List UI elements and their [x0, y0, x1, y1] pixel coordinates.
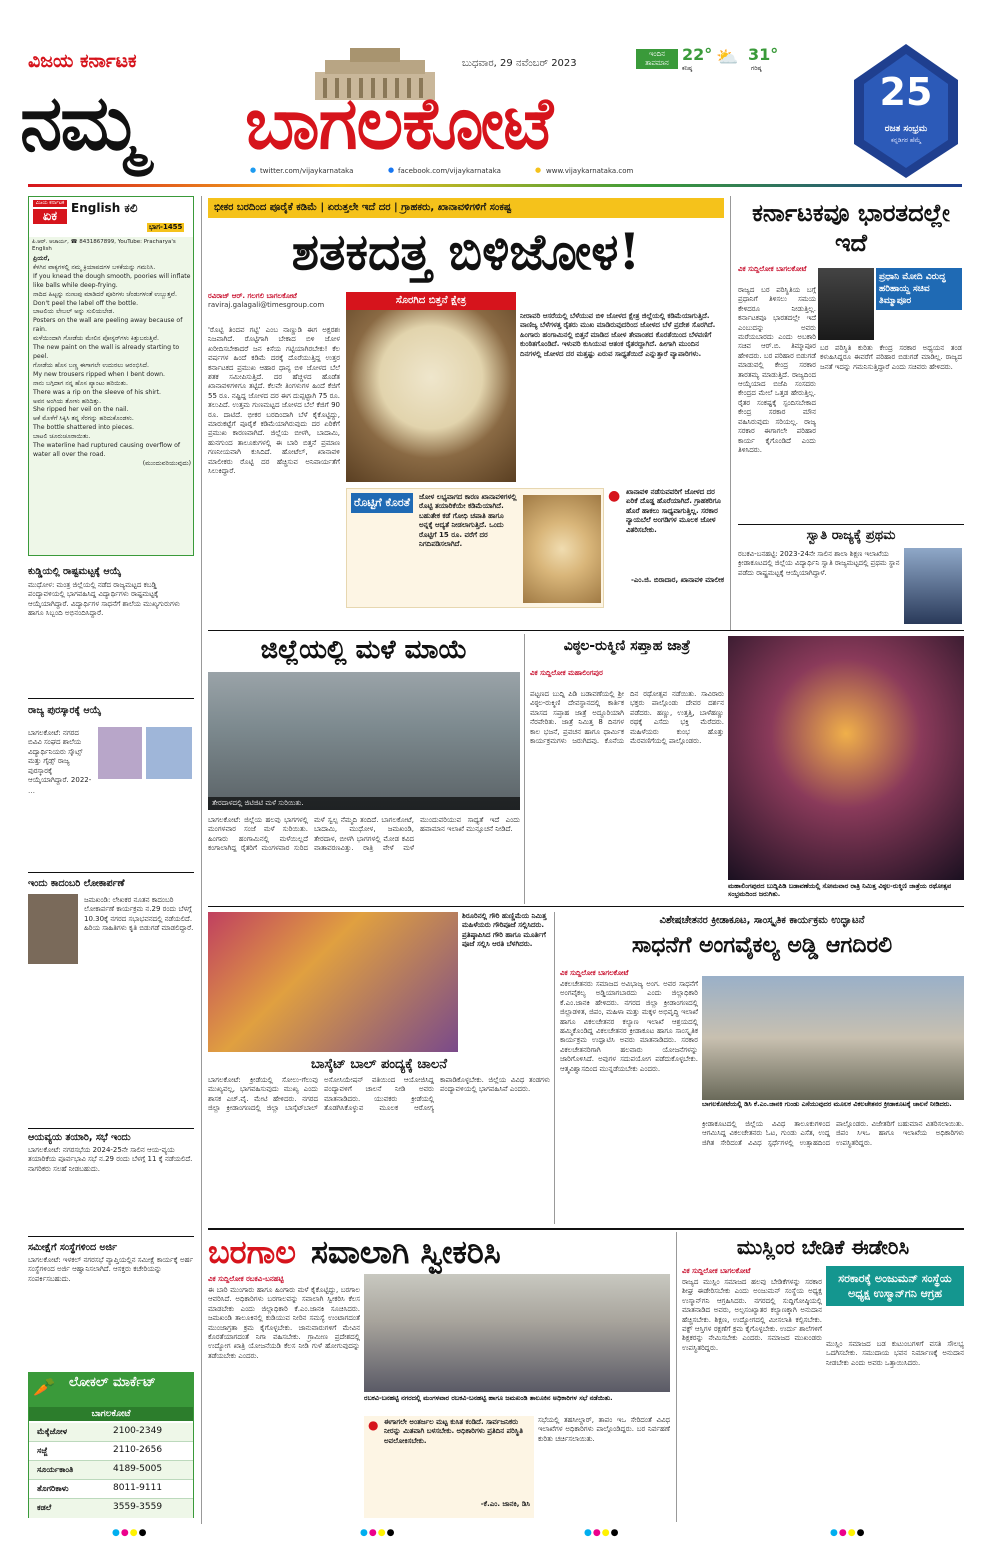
- lead-body: 'ರೊಟ್ಟಿ ತಿಂದವ ಗಟ್ಟಿ' ಎಂಬ ನಾಣ್ಣುಡಿ ಈಗ ಅಕ್ಷರಶಃ ನಿಜವಾಗಿದೆ. ರೊಟ್ಟಿಗಾಗಿ ಬೇಕಾದ ಬಿಳಿ ಜೋಳ ಖರೀದಿಸಬೇಕಾದರೆ ಜನ ಕಿಸೆಯ ಗಟ್ಟಿಯಾಗಿರಬೇಕು! ಕೆಲ ವರ್ಷಗಳ ಹಿಂದೆ ಕಡಿಮೆ ದರಕ್ಕೆ ದೊರೆಯುತ್ತಿದ್ದ ಉತ್ತರ ಕರ್ನಾಟಕದ ಪ್ರಮುಖ ಆಹಾರ ಧಾನ್ಯ ಬಿಳಿ ಜೋಳದ ಬೆಲೆ ಶತಕ ಸಮೀಪಿಸುತ್ತಿದೆ. ದರ ಹೆಚ್ಚಳದ ಹೊಡೆತ ಖಾನಾವಳಿಗಳಿಗೂ ತಟ್ಟಿದೆ. ಕೆಲವೇ ತಿಂಗಳುಗಳ ಹಿಂದೆ ಕೆಜಿಗೆ 55 ರೂ. ನಷ್ಟಿದ್ದ ಜೋಳದ ದರ ಈಗ ದುಪ್ಪಟ್ಟಾಗಿ 75 ರೂ. ತಲುಪಿದೆ. ಉತ್ತಮ ಗುಣಮಟ್ಟದ ಜೋಳದ ಬೆಲೆ ಕೆಜಿಗೆ 90 ರೂ. ದಾಟಿದೆ. ಭೀಕರ ಬರದಿಂದಾಗಿ ಬೆಳೆ ಕೈಕೊಟ್ಟಿದ್ದು, ಮಾರುಕಟ್ಟೆಗೆ ಪೂರೈಕೆ ಕಡಿಮೆಯಾಗಿರುವುದು ದರ ಏರಿಕೆಗೆ ಪ್ರಮುಖ ಕಾರಣವಾಗಿದೆ. ಜಿಲ್ಲೆಯ ಬೀಳಗಿ, ಬಾದಾಮಿ, ಹುನಗುಂದ ತಾಲೂಕುಗಳಲ್ಲಿ ಈ ಬಾರಿ ಬಿತ್ತನೆ ಪ್ರಮಾಣ ಗಣನೀಯವಾಗಿ ಕುಸಿದಿದೆ. ಹೋಟೆಲ್, ಖಾನಾವಳಿ ಮಾಲೀಕರು ರೊಟ್ಟಿ ದರ ಹೆಚ್ಚಿಸುವ ಅನಿವಾರ್ಯತೆಗೆ ಸಿಲುಕಿದ್ದಾರೆ.: [208, 326, 340, 476]
- right-body: ರಾಜ್ಯದ ಬರ ಪರಿಸ್ಥಿತಿಯ ಬಗ್ಗೆ ಪ್ರಧಾನಿಗೆ ತಿಳಿಸಲು ಸಮಯ ಕೇಳಿದರೂ ನೀಡುತ್ತಿಲ್ಲ. ಕರ್ನಾಟಕವೂ ಭಾರತದಲ್ಲೇ ಇದೆ ಎಂಬುದನ್ನು ಅವರು ಮರೆಯಬಾರದು ಎಂದು ಅಬಕಾರಿ ಸಚಿವ ಆರ್.ಬಿ. ತಿಮ್ಮಾಪೂರ ಹೇಳಿದರು. ಬರ ಪರಿಹಾರ ಬಿಡುಗಡೆ ಮಾಡುವಲ್ಲಿ ಕೇಂದ್ರ ಸರಕಾರ ತಾರತಮ್ಯ ಮಾಡುತ್ತಿದೆ. ರಾಜ್ಯದಿಂದ ಆಯ್ಕೆಯಾದ ಬಿಜೆಪಿ ಸಂಸದರು ಕೇಂದ್ರದ ಮೇಲೆ ಒತ್ತಡ ಹೇರುತ್ತಿಲ್ಲ. ರೈತರ ಸಂಕಷ್ಟಕ್ಕೆ ಸ್ಪಂದಿಸಬೇಕಾದ ಕೇಂದ್ರ ಸರಕಾರ ಮೌನ ವಹಿಸಿರುವುದು ಸರಿಯಲ್ಲ. ರಾಜ್ಯ ಸರಕಾರ ಈಗಾಗಲೇ ಪರಿಹಾರ ಕಾರ್ಯ ಕೈಗೊಂಡಿದೆ ಎಂದು ತಿಳಿಸಿದರು.: [738, 286, 816, 454]
- kali-line: My new trousers ripped when I bent down.: [33, 370, 166, 378]
- registration-mark-icon: ●●●●: [830, 1528, 866, 1538]
- jatre-caption: ಮಹಾಲಿಂಗಪುರದ ಬುದ್ನಿಪಿಡಿ ಬಡಾವಣೆಯಲ್ಲಿ ಸೋಮವಾರ ರಾತ್ರಿ ನಿಮಿತ್ತ ವಿಠ್ಠಲ-ರುಕ್ಮಿಣಿ ಜಾತ್ರೆಯ ರಥೋತ್ಸವ ಸಂಭ್ರಮದಿಂದ ಜರುಗಿತು.: [728, 882, 952, 898]
- bottom-byline: ವಿಕ ಸುದ್ದಿಲೋಕ ರಬಕವಿ-ಬನಹಟ್ಟಿ: [208, 1275, 284, 1283]
- lead-headline: ಶತಕದತ್ತ ಬಿಳಿಜೋಳ!: [291, 222, 641, 281]
- bottom-body-cont: ಸಭೆಯಲ್ಲಿ ತಹಸೀಲ್ದಾರ್, ತಾಪಂ ಇಒ ಸೇರಿದಂತೆ ವಿವಿಧ ಇಲಾಖೆಗಳ ಅಧಿಕಾರಿಗಳು ಪಾಲ್ಗೊಂಡಿದ್ದರು. ಬರ ನಿರ್ವಹಣೆ ಕುರಿತು ಚರ್ಚಿಸಲಾಯಿತು.: [538, 1416, 670, 1443]
- byline-email[interactable]: raviraj.galagali@timesgroup.com: [208, 301, 325, 309]
- brief-title: ಆಯವ್ಯಯ ತಯಾರಿ, ಸಭೆ ಇಂದು: [28, 1132, 131, 1143]
- lead-photo-sorghum: [346, 292, 516, 482]
- badge-sub: ಕನ್ನಡಿಗರ ಹೆಮ್ಮೆ: [890, 137, 922, 144]
- apple-icon: ●: [368, 1418, 379, 1432]
- apple-icon: ●: [608, 488, 621, 504]
- market-price: 4189-5005: [113, 1464, 163, 1474]
- rain-headline: ಜಿಲ್ಲೆಯಲ್ಲಿ ಮಳೆ ಮಾಯೆ: [260, 635, 468, 665]
- temp-high: 31°: [748, 45, 779, 64]
- sports-caption: ಬಾಗಲಕೋಟೆಯಲ್ಲಿ ಡಿಸಿ ಕೆ.ಎಂ.ಜಾನಕಿ ಗುಂಡು ಎಸೆಯುವುದರ ಮೂಲಕ ವಿಕಲಚೇತನರ ಕ್ರೀಡಾಕೂಟಕ್ಕೆ ಚಾಲನೆ ನೀಡಿದರು.: [702, 1100, 952, 1108]
- roti-box-text: ಜೋಳ ಲಭ್ಯವಾಗದ ಕಾರಣ ಖಾನಾವಳಿಗಳಲ್ಲಿ ರೊಟ್ಟಿ ತಯಾರಿಕೆಯೇ ಕಡಿಮೆಯಾಗಿದೆ. ಬಹುತೇಕ ಕಡೆ ಗೋಧಿ ಚಪಾತಿ ಹಾಗೂ ಅನ್ನಕ್ಕೆ ಆದ್ಯತೆ ನೀಡಲಾಗುತ್ತಿದೆ. ಒಂದು ರೊಟ್ಟಿಗೆ 15 ರೂ. ವರೆಗೆ ದರ ನಿಗದಿಪಡಿಸಲಾಗಿದೆ.: [419, 493, 517, 549]
- kali-line: ಗೋಡೆಯ ಹೊಸ ಬಣ್ಣ ಈಗಾಗಲೇ ಉದುರಲು ಆರಂಭಿಸಿದೆ.: [33, 361, 149, 369]
- kali-part: ಭಾಗ-1455: [149, 223, 183, 231]
- column-rule-mid2: [554, 912, 555, 1224]
- kali-line: The bottle shattered into pieces.: [33, 424, 134, 432]
- gauri-photo: [208, 912, 458, 1052]
- jatre-body: ಪಟ್ಟಣದ ಬುದ್ನಿ ಪಿಡಿ ಬಡಾವಣೆಯಲ್ಲಿ ಶ್ರೀ ವಿಠ್ಠಲ-ರುಕ್ಮಿಣಿ ದೇವಸ್ಥಾನದಲ್ಲಿ ಕಾರ್ತಿಕ ಮಾಸದ ಸಪ್ತಾಹ ಜಾತ್ರೆ ಅದ್ದೂರಿಯಾಗಿ ನೆರವೇರಿತು. ಜಾತ್ರೆ ನಿಮಿತ್ತ 8 ದಿನಗಳ ಕಾಲ ಭಜನೆ, ಪ್ರವಚನ ಹಾಗೂ ಧಾರ್ಮಿಕ ಕಾರ್ಯಕ್ರಮಗಳು ಜರುಗಿದವು. ಕೊನೆಯ ದಿನ ರಥೋತ್ಸವ ನಡೆಯಿತು. ಸಾವಿರಾರು ಭಕ್ತರು ಪಾಲ್ಗೊಂಡು ದೇವರ ದರ್ಶನ ಪಡೆದರು. ಹಣ್ಣು, ಉತ್ತತ್ತಿ, ಬಾಳೆಹಣ್ಣು ರಥಕ್ಕೆ ಎಸೆದು ಭಕ್ತಿ ಮೆರೆದರು. ಮಹಿಳೆಯರು ಕುಂಭ ಹೊತ್ತು ಮೆರವಣಿಗೆಯಲ್ಲಿ ಪಾಲ್ಗೊಂಡರು.: [530, 690, 724, 746]
- bottom-quote-author: -ಕೆ.ಎಂ. ಜಾನಕಿ, ಡಿಸಿ: [480, 1500, 530, 1508]
- divider: [28, 698, 194, 699]
- kali-line: ಅವನ ಅಂಗಿಯ ತೋಳು ಹರಿದಿತ್ತು.: [33, 397, 102, 405]
- kali-line: ಪ್ರಿಯರೆ,: [33, 255, 50, 262]
- table-row: [29, 1461, 193, 1480]
- kali-title: English ಕಲಿ: [71, 201, 138, 215]
- roti-box: [346, 488, 604, 608]
- meeting-photo: [364, 1274, 670, 1392]
- brief-body: ಮುಧೋಳ: ಮಂತ್ರ ಜಿಲ್ಲೆಯಲ್ಲಿ ನಡೆದ ರಾಜ್ಯಮಟ್ಟದ ಕಬಡ್ಡಿ ಪಂದ್ಯಾವಳಿಯಲ್ಲಿ ಭಾಗವಹಿಸಿದ್ದ ವಿದ್ಯಾರ್ಥಿಗಳು ರಾಷ್ಟಮಟ್ಟಕ್ಕೆ ಆಯ್ಕೆಯಾಗಿದ್ದಾರೆ. ವಿದ್ಯಾರ್ಥಿಗಳ ಸಾಧನೆಗೆ ಶಾಲೆಯ ಮುಖ್ಯಗುರುಗಳು ಹಾಗೂ ಸಿಬ್ಬಂದಿ ಅಭಿನಂದಿಸಿದ್ದಾರೆ.: [28, 581, 180, 618]
- lead-side-text: ನೀರಾವರಿ ಆಸರೆಯಲ್ಲಿ ಬೆಳೆಯುವ ಬಿಳಿ ಜೋಳದ ಕ್ಷೇತ್ರ ಜಿಲ್ಲೆಯಲ್ಲಿ ಕಡಿಮೆಯಾಗುತ್ತಿದೆ. ವಾಣಿಜ್ಯ ಬೆಳೆಗಳತ್ತ ರೈತರು ಮುಖ ಮಾಡಿರುವುದರಿಂದ ಜೋಳದ ಬೆಳೆ ಪ್ರದೇಶ ಸೊರಗಿದೆ. ಹಿಂಗಾರು ಹಂಗಾಮಿನಲ್ಲಿ ಬಿತ್ತನೆ ಮಾಡಿದ ಜೋಳ ತೇವಾಂಶದ ಕೊರತೆಯಿಂದ ಬೆಳವಣಿಗೆ ಕುಂಠಿತಗೊಂಡಿದೆ. ಇಳುವರಿ ಕುಸಿಯುವ ಆತಂಕ ರೈತರದ್ದಾಗಿದೆ. ಹೀಗಾಗಿ ಮುಂದಿನ ದಿನಗಳಲ್ಲಿ ಜೋಳದ ದರ ಮತ್ತಷ್ಟು ಏರುವ ಸಾಧ್ಯತೆಯಿದೆ ಎನ್ನುತ್ತಾರೆ ವ್ಯಾಪಾರಿಗಳು.: [520, 312, 716, 358]
- market-item: ಸೂರ್ಯಕಾಂತಿ: [37, 1465, 74, 1474]
- facebook-icon: ●: [388, 166, 395, 174]
- right-headline: ಕರ್ನಾಟಕವೂ ಭಾರತದಲ್ಲೇ ಇದೆ: [752, 199, 950, 257]
- divider: [28, 1128, 194, 1129]
- brief-3: [28, 878, 194, 1124]
- divider: [738, 524, 964, 525]
- kali-line: ಬಾಟಲಿ ಚೂರುಚೂರಾಯಿತು.: [33, 433, 91, 441]
- bottom-body: ಈ ಬಾರಿ ಮುಂಗಾರು ಹಾಗೂ ಹಿಂಗಾರು ಮಳೆ ಕೈಕೊಟ್ಟಿದ್ದು, ಬರಗಾಲ ಆವರಿಸಿದೆ. ಅಧಿಕಾರಿಗಳು ಬರಗಾಲವನ್ನು ಸವಾಲಾಗಿ ಸ್ವೀಕರಿಸಿ ಕೆಲಸ ಮಾಡಬೇಕು ಎಂದು ಜಿಲ್ಲಾಧಿಕಾರಿ ಕೆ.ಎಂ.ಜಾನಕಿ ಸೂಚಿಸಿದರು. ಜಮಖಂಡಿ ತಾಲೂಕಿನಲ್ಲಿ ಕುಡಿಯುವ ನೀರಿನ ಸಮಸ್ಯೆ ಉಂಟಾಗದಂತೆ ಮುಂಜಾಗ್ರತಾ ಕ್ರಮ ಕೈಗೊಳ್ಳಬೇಕು. ಜಾನುವಾರುಗಳಿಗೆ ಮೇವಿನ ಕೊರತೆಯಾಗದಂತೆ ನಿಗಾ ವಹಿಸಬೇಕು. ಗ್ರಾಮೀಣ ಪ್ರದೇಶದಲ್ಲಿ ಉದ್ಯೋಗ ಖಾತ್ರಿ ಯೋಜನೆಯಡಿ ಕೆಲಸ ನೀಡಿ ಗುಳೆ ಹೋಗುವುದನ್ನು ತಡೆಯಬೇಕು ಎಂದರು.: [208, 1286, 360, 1360]
- lead-kicker: ಭೀಕರ ಬರದಿಂದ ಪೂರೈಕೆ ಕಡಿಮೆ | ಏರುತ್ತಲೇ ಇದೆ ದರ | ಗ್ರಾಹಕರು, ಖಾನಾವಳಿಗಳಿಗೆ ಸಂಕಷ್ಟ: [208, 198, 724, 218]
- brand-logo: [28, 50, 137, 72]
- bottom-headline-black: ಸವಾಲಾಗಿ ಸ್ವೀಕರಿಸಿ: [311, 1233, 501, 1271]
- kali-header: [29, 197, 193, 237]
- brief-2: [28, 705, 194, 865]
- divider: [28, 1236, 194, 1237]
- temp-high-label: ಗರಿಷ್ಠ: [751, 65, 762, 72]
- table-row: [29, 1423, 193, 1442]
- twitter-icon: ●: [250, 166, 257, 174]
- kali-brand-bottom: ಏಕ: [33, 209, 67, 224]
- print-marks: [0, 1528, 990, 1542]
- jatre-headline: ವಿಠ್ಠಲ-ರುಕ್ಮಿಣಿ ಸಪ್ತಾಹ ಜಾತ್ರೆ: [563, 638, 691, 654]
- registration-mark-icon: ●●●●: [112, 1528, 148, 1538]
- kali-brand-top: ವಿಜಯ ಕರ್ನಾಟಕ: [33, 200, 67, 207]
- temp-low: 22°: [682, 45, 713, 64]
- rain-body: ಬಾಗಲಕೋಟೆ: ಜಿಲ್ಲೆಯ ಹಲವು ಭಾಗಗಳಲ್ಲಿ ಮಂಗಳವಾರ ಸಂಜೆ ಮಳೆ ಸುರಿಯಿತು. ಹಿಂಗಾರು ಹಂಗಾಮಿನಲ್ಲಿ ಮಳೆಯಿಲ್ಲದೆ ಕಂಗಾಲಾಗಿದ್ದ ರೈತರಿಗೆ ಮಂಗಳವಾರ ಸುರಿದ ಮಳೆ ಸ್ವಲ್ಪ ನೆಮ್ಮದಿ ತಂದಿದೆ. ಬಾಗಲಕೋಟೆ, ಬಾದಾಮಿ, ಮುಧೋಳ, ಜಮಖಂಡಿ, ತೇರದಾಳ, ಬೀಳಗಿ ಭಾಗಗಳಲ್ಲಿ ಮೋಡ ಕವಿದ ವಾತಾವರಣವಿತ್ತು. ರಾತ್ರಿ ವೇಳೆ ಮಳೆ ಮುಂದುವರಿಯುವ ಸಾಧ್ಯತೆ ಇದೆ ಎಂದು ಹವಾಮಾನ ಇಲಾಖೆ ಮುನ್ಸೂಚನೆ ನೀಡಿದೆ.: [208, 816, 520, 853]
- table-row: [29, 1499, 193, 1518]
- brief-body: ಜಮಖಂಡಿ: ಲೇಖಕರ ನೂತನ ಕಾದಂಬರಿ ಲೋಕಾರ್ಪಣೆ ಕಾರ್ಯಕ್ರಮ ನ.29 ರಂದು ಬೆಳಗ್ಗೆ 10.30ಕ್ಕೆ ನಗರದ ಸಭಾಭವನದಲ್ಲಿ ನಡೆಯಲಿದೆ. ಹಿರಿಯ ಸಾಹಿತಿಗಳು ಕೃತಿ ಬಿಡುಗಡೆ ಮಾಡಲಿದ್ದಾರೆ.: [84, 896, 194, 933]
- sports-headline: ಸಾಧನೆಗೆ ಅಂಗವೈಕಲ್ಯ ಅಡ್ಡಿ ಆಗದಿರಲಿ: [631, 933, 893, 958]
- divider: [28, 872, 194, 873]
- gauri-side-text: ಶಿರೂರಿನಲ್ಲಿ ಗೌರಿ ಹುಣ್ಣಿಮೆಯ ನಿಮಿತ್ತ ಮಹಿಳೆಯರು ಗೌರಿಪೂಜೆ ಸಲ್ಲಿಸಿದರು. ಪ್ರತಿಷ್ಠಾಪಿಸಿದ ಗೌರಿ ಹಾಗೂ ಮೂರ್ತಿಗೆ ಪೂಜೆ ಸಲ್ಲಿಸಿ ಆರತಿ ಬೆಳಗಿದರು.: [462, 912, 547, 949]
- registration-mark-icon: ●●●●: [584, 1528, 620, 1538]
- brief-title: ಸಮೀಕ್ಷೆಗೆ ಸಂಸ್ಥೆಗಳಿಂದ ಅರ್ಜಿ: [28, 1242, 117, 1253]
- weather-widget: [636, 47, 786, 77]
- market-price: 2100-2349: [113, 1426, 163, 1436]
- market-title: ಲೋಕಲ್ ಮಾರ್ಕೆಟ್: [69, 1375, 156, 1390]
- market-item: ಕಡಲೆ: [37, 1503, 52, 1512]
- kali-line: Posters on the wall are peeling away because of rain.: [33, 317, 183, 334]
- kali-line: The new paint on the wall is already starting to peel.: [33, 344, 180, 360]
- market-item: ತೊಗರಿಕಾಳು: [37, 1484, 69, 1493]
- brief-title: ಇಂದು ಕಾದಂಬರಿ ಲೋಕಾರ್ಪಣೆ: [28, 878, 125, 889]
- jatre-byline: ವಿಕ ಸುದ್ದಿಲೋಕ ಮಹಾಲಿಂಗಪುರ: [530, 669, 603, 677]
- market-header: [29, 1373, 193, 1407]
- vegetables-icon: 🥕: [33, 1377, 56, 1398]
- muslim-headline: ಮುಸ್ಲಿಂರ ಬೇಡಿಕೆ ಈಡೇರಿಸಿ: [736, 1235, 910, 1259]
- column-rule-mid: [524, 634, 525, 904]
- swati-headline: ಸ್ವಾತಿ ರಾಜ್ಯಕ್ಕೆ ಪ್ರಥಮ: [806, 528, 896, 543]
- kali-line: Don't peel the label off the bottle.: [33, 299, 139, 307]
- column-rule-bottom: [676, 1232, 677, 1522]
- kali-line: The waterline had ruptured causing overflow of water all over the road.: [33, 442, 181, 458]
- kali-line: ಮಳೆಯಿಂದಾಗಿ ಗೋಡೆಯ ಮೇಲಿನ ಪೋಸ್ಟರ್‌ಗಳು ಕಿತ್ತುಬರುತ್ತಿವೆ.: [33, 335, 160, 343]
- sports-byline: ವಿಕ ಸುದ್ದಿಲೋಕ ಬಾಗಲಕೋಟೆ: [560, 969, 629, 977]
- twitter-link[interactable]: twitter.com/vijaykarnataka: [260, 167, 354, 175]
- registration-mark-icon: ●●●●: [360, 1528, 396, 1538]
- brief-title: ರಾಜ್ಯ ಪುರಸ್ಕಾರಕ್ಕೆ ಆಯ್ಕೆ: [28, 705, 102, 716]
- jatre-photo: [728, 636, 964, 880]
- right-body-cont: ಬರ ಪರಿಸ್ಥಿತಿ ಕುರಿತು ಕೇಂದ್ರ ಸರಕಾರ ಅಧ್ಯಯನ ತಂಡ ಕಳುಹಿಸಿದ್ದರೂ ಈವರೆಗೆ ಪರಿಹಾರ ಬಿಡುಗಡೆ ಮಾಡಿಲ್ಲ. ರಾಜ್ಯದ ಜನತೆ ಇದನ್ನು ಗಮನಿಸುತ್ತಿದ್ದಾರೆ ಎಂದು ಸಚಿವರು ಹೇಳಿದರು.: [820, 344, 962, 371]
- kali-line: ಕೆಳಗಿನ ವಾಕ್ಯಗಳಲ್ಲಿ ನಮ್ಮ ಕ್ರಿಯಾಪದಗಳ ಬಳಕೆಯನ್ನು ಗಮನಿಸಿ.: [33, 263, 156, 271]
- bottom-quote-text: ಈಗಾಗಲೇ ಅಂತರ್ಜಲ ಮಟ್ಟ ಕುಸಿತ ಕಂಡಿದೆ. ಸಾರ್ವಜನಿಕರು ನೀರನ್ನು ಮಿತವಾಗಿ ಬಳಸಬೇಕು. ಅಧಿಕಾರಿಗಳು ಪ್ರತಿದಿನ ಪರಿಸ್ಥಿತಿ ಅವಲೋಕಿಸಬೇಕು.: [384, 1418, 523, 1445]
- table-row: [29, 1480, 193, 1499]
- brief-body: ಬಾಗಲಕೋಟೆ: ನಗರಸಭೆಯ 2024-25ನೇ ಸಾಲಿನ ಆಯ-ವ್ಯಯ ತಯಾರಿಕೆಯ ಪೂರ್ವಭಾವಿ ಸಭೆ ನ.29 ರಂದು ಬೆಳಗ್ಗೆ 11 ಕ್ಕೆ ನಡೆಯಲಿದೆ. ನಾಗರಿಕರು ಸಲಹೆ ನೀಡಬಹುದು.: [28, 1146, 193, 1173]
- basketball-body: ಬಾಗಲಕೋಟೆ: ಕ್ರೀಡೆಯಲ್ಲಿ ಸೋಲು-ಗೆಲುವು ಮುಖ್ಯವಲ್ಲ, ಭಾಗವಹಿಸುವುದು ಮುಖ್ಯ ಎಂದು ಶಾಸಕ ಎಚ್.ವೈ. ಮೇಟಿ ಹೇಳಿದರು. ನಗರದ ಜಿಲ್ಲಾ ಕ್ರೀಡಾಂಗಣದಲ್ಲಿ ಜಿಲ್ಲಾ ಬಾಸ್ಕೆಟ್‌ಬಾಲ್ ಅಸೋಸಿಯೇಷನ್ ವತಿಯಿಂದ ಆಯೋಜಿಸಿದ್ದ ಪಂದ್ಯಾವಳಿಗೆ ಚಾಲನೆ ನೀಡಿ ಅವರು ಮಾತನಾಡಿದರು. ಯುವಕರು ಕ್ರೀಡೆಯಲ್ಲಿ ತೊಡಗಿಸಿಕೊಳ್ಳುವ ಮೂಲಕ ಆರೋಗ್ಯ ಕಾಪಾಡಿಕೊಳ್ಳಬೇಕು. ಜಿಲ್ಲೆಯ ವಿವಿಧ ತಂಡಗಳು ಪಂದ್ಯಾವಳಿಯಲ್ಲಿ ಭಾಗವಹಿಸಿವೆ ಎಂದರು.: [208, 1076, 550, 1113]
- section-rule: [208, 906, 964, 907]
- kali-line: ನಾನು ಬಗ್ಗಿದಾಗ ನನ್ನ ಹೊಸ ಪ್ಯಾಂಟು ಹರಿಯಿತು.: [33, 379, 128, 387]
- masthead-title-left: ನಮ್ಮ: [20, 78, 141, 167]
- temp-caption: ಇಂದಿನ ತಾಪಮಾನ: [636, 49, 678, 69]
- web-icon: ●: [535, 166, 542, 174]
- market-item: ಮೆಕ್ಕೆಜೋಳ: [37, 1427, 68, 1436]
- brief-1: [28, 566, 194, 690]
- market-table: [29, 1423, 193, 1518]
- section-rule: [208, 1228, 964, 1230]
- badge-number: 25: [879, 70, 933, 114]
- masthead-color-band: [28, 184, 962, 187]
- kali-line: ನಾದಿದ ಹಿಟ್ಟನ್ನು ನುಣುಪು ಮಾಡಿದರೆ ಪೂರಿಗಳು ಚೆಂಡುಗಳಂತೆ ಉಬ್ಬುತ್ತವೆ.: [33, 290, 177, 298]
- bottom-headline: [208, 1232, 672, 1272]
- market-price: 2110-2656: [113, 1445, 163, 1455]
- lead-byline: [208, 292, 338, 310]
- local-market-box: [28, 1372, 194, 1518]
- author-photo: [28, 894, 78, 964]
- roti-photo: [523, 495, 601, 603]
- right-byline: ವಿಕ ಸುದ್ದಿಲೋಕ ಬಾಗಲಕೋಟೆ: [738, 265, 807, 273]
- badge-title: ರಜತ ಸಂಭ್ರಮ: [884, 124, 928, 134]
- issue-date: ಬುಧವಾರ, 29 ನವೆಂಬರ್ 2023: [462, 58, 577, 69]
- facebook-link[interactable]: facebook.com/vijaykarnataka: [398, 167, 501, 175]
- sports-body: ವಿಕಲಚೇತನರು ಸಮಾಜದ ಅವಿಭಾಜ್ಯ ಅಂಗ. ಅವರ ಸಾಧನೆಗೆ ಅಂಗವೈಕಲ್ಯ ಅಡ್ಡಿಯಾಗಬಾರದು ಎಂದು ಜಿಲ್ಲಾಧಿಕಾರಿ ಕೆ.ಎಂ.ಜಾನಕಿ ಹೇಳಿದರು. ನಗರದ ಜಿಲ್ಲಾ ಕ್ರೀಡಾಂಗಣದಲ್ಲಿ ಜಿಲ್ಲಾಡಳಿತ, ಜಿಪಂ, ಮಹಿಳಾ ಮತ್ತು ಮಕ್ಕಳ ಅಭಿವೃದ್ಧಿ ಇಲಾಖೆ ಹಾಗೂ ವಿಕಲಚೇತನರ ಕಲ್ಯಾಣ ಇಲಾಖೆ ಆಶ್ರಯದಲ್ಲಿ ಹಮ್ಮಿಕೊಂಡಿದ್ದ ವಿಕಲಚೇತನರ ಕ್ರೀಡಾಕೂಟ ಹಾಗೂ ಸಾಂಸ್ಕೃತಿಕ ಕಾರ್ಯಕ್ರಮ ಉದ್ಘಾಟಿಸಿ ಅವರು ಮಾತನಾಡಿದರು. ಸರಕಾರ ವಿಕಲಚೇತನರಿಗಾಗಿ ಹಲವಾರು ಯೋಜನೆಗಳನ್ನು ಜಾರಿಗೊಳಿಸಿದೆ. ಅವುಗಳ ಸದುಪಯೋಗ ಪಡೆದುಕೊಳ್ಳಬೇಕು. ಆತ್ಮವಿಶ್ವಾಸದಿಂದ ಮುನ್ನಡೆಯಬೇಕು ಎಂದರು.: [560, 980, 698, 1073]
- sports-body-cont: ಕ್ರೀಡಾಕೂಟದಲ್ಲಿ ಜಿಲ್ಲೆಯ ವಿವಿಧ ತಾಲೂಕುಗಳಿಂದ ಆಗಮಿಸಿದ್ದ ವಿಕಲಚೇತನರು ಓಟ, ಗುಂಡು ಎಸೆತ, ಉದ್ದ ಜಿಗಿತ ಸೇರಿದಂತೆ ವಿವಿಧ ಸ್ಪರ್ಧೆಗಳಲ್ಲಿ ಉತ್ಸಾಹದಿಂದ ಪಾಲ್ಗೊಂಡರು. ವಿಜೇತರಿಗೆ ಬಹುಮಾನ ವಿತರಿಸಲಾಯಿತು. ಜಿಪಂ ಸಿಇಒ ಹಾಗೂ ಇಲಾಖೆಯ ಅಧಿಕಾರಿಗಳು ಉಪಸ್ಥಿತರಿದ್ದರು.: [702, 1120, 964, 1147]
- brief-body-cont: …: [28, 787, 35, 795]
- byline: ರವಿರಾಜ್ ಆರ್. ಗಲಗಲಿ ಬಾಗಲಕೋಟೆ: [208, 292, 297, 300]
- photo-caption-tag: ಸೊರಗಿದ ಬಿತ್ತನೆ ಕ್ಷೇತ್ರ: [346, 292, 516, 310]
- rain-photo: [208, 672, 520, 810]
- kali-line: ಬಾಟಲಿಯ ಲೇಬಲ್ ಅನ್ನು ಸುಲಿಯಬೇಡ.: [33, 308, 115, 316]
- brand-name: ವಿಜಯ ಕರ್ನಾಟಕ: [28, 50, 137, 72]
- quote-box: [608, 488, 724, 608]
- bottom-quote: [364, 1416, 534, 1518]
- swati-photo: [904, 548, 962, 624]
- masthead-title-right: ಬಾಗಲಕೋಟೆ: [245, 81, 553, 165]
- market-price: 3559-3559: [113, 1502, 163, 1512]
- meeting-caption: ರಬಕವಿ-ಬನಹಟ್ಟಿ ನಗರದಲ್ಲಿ ಮಂಗಳವಾರ ರಬಕವಿ-ಬನಹಟ್ಟಿ ಹಾಗೂ ಜಮಖಂಡಿ ತಾಲೂಕಿನ ಅಧಿಕಾರಿಗಳ ಸಭೆ ನಡೆಯಿತು.: [364, 1394, 613, 1402]
- kali-line: There was a rip on the sleeve of his shirt.: [33, 388, 161, 396]
- muslim-box: ಸರಕಾರಕ್ಕೆ ಅಂಜುಮನ್ ಸಂಸ್ಥೆಯ ಅಧ್ಯಕ್ಷ ಉಸ್ಮಾನ್‌ಗನಿ ಆಗ್ರಹ: [826, 1266, 964, 1306]
- muslim-body-cont: ಮುಸ್ಲಿಂ ಸಮಾಜದ ಬಡ ಕುಟುಂಬಗಳಿಗೆ ವಸತಿ ಸೌಲಭ್ಯ ಒದಗಿಸಬೇಕು. ಸಮುದಾಯ ಭವನ ನಿರ್ಮಾಣಕ್ಕೆ ಅನುದಾನ ನೀಡಬೇಕು ಎಂದು ಅವರು ಒತ್ತಾಯಿಸಿದರು.: [826, 1340, 964, 1367]
- kali-line: ಆಕೆ ಮೊಳೆಗೆ ಸಿಕ್ಕಿಸಿ ತನ್ನ ಸೆರಗನ್ನು ಹರಿದುಕೊಂಡಳು.: [33, 415, 134, 423]
- jubilee-badge: [848, 40, 964, 180]
- brief-body: ಬಾಗಲಕೋಟೆ: ನಗರದ ಬಿವಿವಿ ಸಂಘದ ಶಾಲೆಯ ವಿದ್ಯಾರ್ಥಿನಿಯರು ಸ್ಕೌಟ್ಸ್ ಮತ್ತು ಗೈಡ್ಸ್ ರಾಜ್ಯ ಪುರಸ್ಕಾರಕ್ಕೆ ಆಯ್ಕೆಯಾಗಿದ್ದಾರೆ. 2022-: [28, 729, 92, 785]
- market-item: ಸಜ್ಜೆ: [37, 1446, 48, 1455]
- brief-body: ಬಾಗಲಕೋಟೆ: ಇಳಕಲ್ ನಗರಸಭೆ ವ್ಯಾಪ್ತಿಯಲ್ಲಿನ ಸಮೀಕ್ಷೆ ಕಾರ್ಯಕ್ಕೆ ಅರ್ಹ ಸಂಸ್ಥೆಗಳಿಂದ ಅರ್ಜಿ ಆಹ್ವಾನಿಸಲಾಗಿದೆ. ಆಸಕ್ತರು ಕಚೇರಿಯನ್ನು ಸಂಪರ್ಕಿಸಬಹುದು.: [28, 1256, 194, 1283]
- table-row: [29, 1442, 193, 1461]
- right-label: ಪ್ರಧಾನಿ ಮೋದಿ ವಿರುದ್ಧ ಹರಿಹಾಯ್ದ ಸಚಿವ ತಿಮ್ಮಾಪೂರ: [876, 268, 962, 310]
- english-kali-box: [28, 196, 194, 556]
- sports-photo: [702, 976, 964, 1100]
- market-city: ಬಾಗಲಕೋಟೆ: [29, 1407, 193, 1421]
- kali-lines: [33, 255, 191, 469]
- quote-text: ಖಾನಾವಳಿ ನಡೆಸುವವರಿಗೆ ಜೋಳದ ದರ ಏರಿಕೆ ದೊಡ್ಡ ಹೊರೆಯಾಗಿದೆ. ಗ್ರಾಹಕರಿಗೂ ಹೊರೆ ಹಾಕಲು ಸಾಧ್ಯವಾಗುತ್ತಿಲ್ಲ. ಸರಕಾರ ನ್ಯಾಯಬೆಲೆ ಅಂಗಡಿಗಳ ಮೂಲಕ ಜೋಳ ವಿತರಿಸಬೇಕು.: [626, 488, 721, 534]
- social-links: [250, 166, 810, 180]
- basketball-headline: ಬಾಸ್ಕೆಟ್‌ ಬಾಲ್ ಪಂದ್ಯಕ್ಕೆ ಚಾಲನೆ: [310, 1057, 448, 1072]
- section-rule: [208, 630, 964, 631]
- kali-line: She ripped her veil on the nail.: [33, 406, 129, 414]
- temp-low-label: ಕನಿಷ್ಠ: [682, 65, 693, 72]
- muslim-byline: ವಿಕ ಸುದ್ದಿಲೋಕ ಬಾಗಲಕೋಟೆ: [682, 1267, 751, 1275]
- column-rule-left: [201, 196, 202, 1524]
- kali-line: If you knead the dough smooth, poories will inflate like balls while deep-frying.: [33, 272, 191, 289]
- brief-title: ಕುಡ್ಡಿಯಲ್ಲಿ ರಾಷ್ಟಮಟ್ಟಕ್ಕೆ ಆಯ್ಕೆ: [28, 566, 122, 577]
- cloud-sun-icon: ⛅: [716, 47, 739, 68]
- minister-photo: [818, 268, 874, 340]
- rain-caption: ತೇರದಾಳದಲ್ಲಿ ಜಿಟಿಜಿಟಿ ಮಳೆ ಸುರಿಯಿತು.: [208, 797, 520, 810]
- brief-5: [28, 1242, 194, 1366]
- roti-box-title: ರೊಟ್ಟಿಗೆ ಕೊರತೆ: [351, 493, 413, 513]
- bottom-headline-red: ಬರಗಾಲ: [208, 1233, 296, 1271]
- masthead: [0, 0, 990, 190]
- column-rule-right: [730, 196, 731, 630]
- market-price: 8011-9111: [113, 1483, 163, 1493]
- swati-body: ರಬಕವಿ-ಬನಹಟ್ಟಿ: 2023-24ನೇ ಸಾಲಿನ ಶಾಲಾ ಶಿಕ್ಷಣ ಇಲಾಖೆಯ ಕ್ರೀಡಾಕೂಟದಲ್ಲಿ ಜಿಲ್ಲೆಯ ವಿದ್ಯಾರ್ಥಿನಿ ಸ್ವಾತಿ ರಾಜ್ಯಮಟ್ಟದಲ್ಲಿ ಪ್ರಥಮ ಸ್ಥಾನ ಪಡೆದು ರಾಷ್ಟ್ರಮಟ್ಟಕ್ಕೆ ಆಯ್ಕೆಯಾಗಿದ್ದಾಳೆ.: [738, 550, 900, 577]
- quote-author: -ಎಂ.ಜಿ. ಬಿರಾದಾರ, ಖಾನಾವಳಿ ಮಾಲೀಕ: [630, 576, 724, 584]
- website-link[interactable]: www.vijaykarnataka.com: [546, 167, 634, 175]
- kali-contact: ಪಿ.ಆರ್. ಆಚಾರ್ಯ, ☎ 8431867899, YouTube: Pracharya's English: [32, 239, 176, 252]
- kali-line: (ಮುಂದುವರಿಯುವುದು): [142, 459, 191, 467]
- brief-4: [28, 1132, 194, 1232]
- sports-kicker: ವಿಶೇಷಚೇತನರ ಕ್ರೀಡಾಕೂಟ, ಸಾಂಸ್ಕೃತಿಕ ಕಾರ್ಯಕ್ರಮ ಉದ್ಘಾಟನೆ: [659, 915, 865, 926]
- muslim-body: ರಾಜ್ಯದ ಮುಸ್ಲಿಂ ಸಮಾಜದ ಹಲವು ಬೇಡಿಕೆಗಳನ್ನು ಸರಕಾರ ಶೀಘ್ರ ಈಡೇರಿಸಬೇಕು ಎಂದು ಅಂಜುಮನ್ ಸಂಸ್ಥೆಯ ಅಧ್ಯಕ್ಷ ಉಸ್ಮಾನ್‌ಗನಿ ಆಗ್ರಹಿಸಿದರು. ನಗರದಲ್ಲಿ ಸುದ್ದಿಗೋಷ್ಠಿಯಲ್ಲಿ ಮಾತನಾಡಿದ ಅವರು, ಅಲ್ಪಸಂಖ್ಯಾತರ ಕಲ್ಯಾಣಕ್ಕಾಗಿ ಅನುದಾನ ಹೆಚ್ಚಿಸಬೇಕು. ಶಿಕ್ಷಣ, ಉದ್ಯೋಗದಲ್ಲಿ ಮೀಸಲಾತಿ ಕಲ್ಪಿಸಬೇಕು. ವಕ್ಫ್ ಆಸ್ತಿಗಳ ರಕ್ಷಣೆಗೆ ಕ್ರಮ ಕೈಗೊಳ್ಳಬೇಕು. ಉರ್ದು ಶಾಲೆಗಳಿಗೆ ಶಿಕ್ಷಕರನ್ನು ನೇಮಿಸಬೇಕು ಎಂದರು. ಸಮಾಜದ ಮುಖಂಡರು ಉಪಸ್ಥಿತರಿದ್ದರು.: [682, 1278, 822, 1352]
